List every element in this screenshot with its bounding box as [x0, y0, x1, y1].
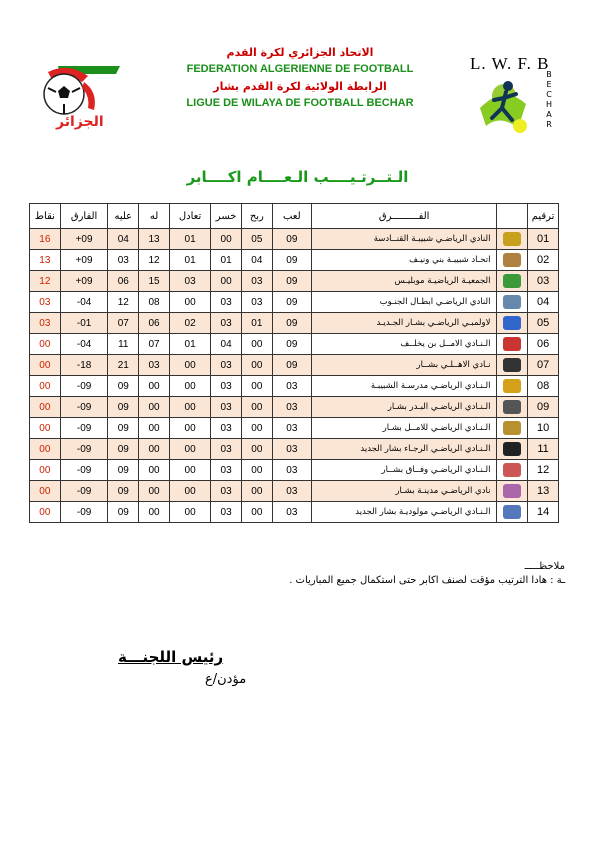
- team-crest-cell: [497, 334, 528, 355]
- team-crest-icon: [503, 442, 521, 456]
- table-row: [30, 271, 559, 292]
- drawn-cell: 00: [169, 376, 210, 397]
- rank-cell: 12: [528, 460, 559, 481]
- col-goals-against: عليه: [108, 204, 139, 229]
- diff-cell: +09: [60, 271, 108, 292]
- table-row: [30, 481, 559, 502]
- logo-right-side: BECHAR: [545, 70, 552, 129]
- team-crest-icon: [503, 274, 521, 288]
- points-cell: 00: [30, 460, 61, 481]
- lost-cell: 01: [211, 250, 242, 271]
- points-cell: 03: [30, 313, 61, 334]
- col-played: لعب: [272, 204, 311, 229]
- diff-cell: -18: [60, 355, 108, 376]
- lost-cell: 03: [211, 292, 242, 313]
- goals-for-cell: 00: [139, 439, 170, 460]
- rank-cell: 05: [528, 313, 559, 334]
- drawn-cell: 00: [169, 502, 210, 523]
- lost-cell: 03: [211, 355, 242, 376]
- arabic-federation: الاتحاد الجزائري لكرة القدم: [226, 46, 374, 59]
- drawn-cell: 01: [169, 229, 210, 250]
- team-name-cell: النادي الرياضـي ابطـال الجنـوب: [311, 292, 497, 313]
- played-cell: 03: [272, 502, 311, 523]
- played-cell: 03: [272, 439, 311, 460]
- rank-cell: 10: [528, 418, 559, 439]
- rank-cell: 02: [528, 250, 559, 271]
- lost-cell: 03: [211, 376, 242, 397]
- drawn-cell: 01: [169, 334, 210, 355]
- team-crest-icon: [503, 232, 521, 246]
- rank-cell: 03: [528, 271, 559, 292]
- lost-cell: 04: [211, 334, 242, 355]
- lost-cell: 03: [211, 439, 242, 460]
- played-cell: 09: [272, 313, 311, 334]
- won-cell: 00: [241, 418, 272, 439]
- col-lost: خسر: [211, 204, 242, 229]
- team-crest-cell: [497, 397, 528, 418]
- diff-cell: -04: [60, 292, 108, 313]
- col-points: نقاط: [30, 204, 61, 229]
- diff-cell: -09: [60, 418, 108, 439]
- won-cell: 00: [241, 502, 272, 523]
- points-cell: 03: [30, 292, 61, 313]
- table-row: [30, 418, 559, 439]
- french-federation: FEDERATION ALGERIENNE DE FOOTBALL: [186, 63, 414, 75]
- won-cell: 04: [241, 250, 272, 271]
- goals-against-cell: 07: [108, 313, 139, 334]
- goals-against-cell: 04: [108, 229, 139, 250]
- lost-cell: 03: [211, 481, 242, 502]
- lost-cell: 00: [211, 271, 242, 292]
- played-cell: 09: [272, 334, 311, 355]
- lost-cell: 03: [211, 313, 242, 334]
- played-cell: 09: [272, 292, 311, 313]
- algeria-federation-logo: [38, 52, 130, 136]
- played-cell: 03: [272, 418, 311, 439]
- goals-against-cell: 09: [108, 481, 139, 502]
- drawn-cell: 00: [169, 460, 210, 481]
- goals-against-cell: 09: [108, 397, 139, 418]
- team-name-cell: الـنـادي الرياضـي مولوديـة بشار الجديد: [311, 502, 497, 523]
- points-cell: 00: [30, 502, 61, 523]
- team-name-cell: نـادي الاهــلـي بشــار: [311, 355, 497, 376]
- goals-for-cell: 00: [139, 460, 170, 481]
- rank-cell: 06: [528, 334, 559, 355]
- rank-cell: 13: [528, 481, 559, 502]
- goals-for-cell: 00: [139, 502, 170, 523]
- table-header-row: [30, 204, 559, 229]
- diff-cell: +09: [60, 250, 108, 271]
- goals-against-cell: 12: [108, 292, 139, 313]
- team-crest-cell: [497, 502, 528, 523]
- team-crest-icon: [503, 337, 521, 351]
- team-name-cell: الـنـادي الامــل بن يخلــف: [311, 334, 497, 355]
- points-cell: 00: [30, 355, 61, 376]
- lwfb-logo: [460, 52, 570, 136]
- played-cell: 09: [272, 271, 311, 292]
- points-cell: 00: [30, 439, 61, 460]
- won-cell: 00: [241, 460, 272, 481]
- won-cell: 00: [241, 376, 272, 397]
- team-crest-cell: [497, 292, 528, 313]
- team-crest-icon: [503, 253, 521, 267]
- team-name-cell: الـنـادي الرياضـي للامــل بشـار: [311, 418, 497, 439]
- goals-against-cell: 11: [108, 334, 139, 355]
- notes-line: ـة : هادا الترتيب مؤقت لصنف اكابر حتى استكمال جميع المباريات .: [289, 575, 565, 586]
- page-header: [150, 44, 450, 112]
- won-cell: 00: [241, 481, 272, 502]
- won-cell: 00: [241, 355, 272, 376]
- drawn-cell: 01: [169, 250, 210, 271]
- drawn-cell: 00: [169, 439, 210, 460]
- diff-cell: +09: [60, 229, 108, 250]
- team-crest-icon: [503, 505, 521, 519]
- team-name-cell: الجمعيـة الرياضيـة موبليـس: [311, 271, 497, 292]
- rank-cell: 08: [528, 376, 559, 397]
- goals-for-cell: 00: [139, 418, 170, 439]
- goals-for-cell: 08: [139, 292, 170, 313]
- goals-against-cell: 03: [108, 250, 139, 271]
- team-crest-cell: [497, 313, 528, 334]
- points-cell: 13: [30, 250, 61, 271]
- committee-president-label: رئيس اللجنـــة: [118, 648, 224, 666]
- table-row: [30, 292, 559, 313]
- table-row: [30, 397, 559, 418]
- lost-cell: 03: [211, 460, 242, 481]
- team-name-cell: الـنـادي الرياضـي الرجـاء بشار الجديد: [311, 439, 497, 460]
- team-crest-icon: [503, 295, 521, 309]
- rank-cell: 09: [528, 397, 559, 418]
- team-crest-icon: [503, 358, 521, 372]
- lost-cell: 03: [211, 502, 242, 523]
- goals-for-cell: 03: [139, 355, 170, 376]
- team-crest-cell: [497, 376, 528, 397]
- drawn-cell: 00: [169, 355, 210, 376]
- notes-heading: ملاحظـــــ: [524, 561, 565, 572]
- diff-cell: -09: [60, 481, 108, 502]
- signature-label: مؤدن/ع: [205, 672, 247, 687]
- goals-against-cell: 21: [108, 355, 139, 376]
- table-row: [30, 460, 559, 481]
- diff-cell: -09: [60, 460, 108, 481]
- rank-cell: 14: [528, 502, 559, 523]
- points-cell: 00: [30, 376, 61, 397]
- lost-cell: 03: [211, 397, 242, 418]
- rank-cell: 04: [528, 292, 559, 313]
- played-cell: 03: [272, 376, 311, 397]
- diff-cell: -09: [60, 439, 108, 460]
- table-row: [30, 439, 559, 460]
- rank-cell: 11: [528, 439, 559, 460]
- team-name-cell: الـنـادي الرياضـي مدرسـة الشبيبـة: [311, 376, 497, 397]
- team-crest-icon: [503, 484, 521, 498]
- diff-cell: -01: [60, 313, 108, 334]
- played-cell: 09: [272, 355, 311, 376]
- team-crest-cell: [497, 418, 528, 439]
- table-row: [30, 355, 559, 376]
- col-crest: [497, 204, 528, 229]
- diff-cell: -04: [60, 334, 108, 355]
- won-cell: 05: [241, 229, 272, 250]
- team-name-cell: النادي الرياضـي شبيبـة القنــادسة: [311, 229, 497, 250]
- won-cell: 03: [241, 292, 272, 313]
- drawn-cell: 00: [169, 292, 210, 313]
- won-cell: 00: [241, 397, 272, 418]
- col-team: الفـــــــــرق: [311, 204, 497, 229]
- team-crest-cell: [497, 229, 528, 250]
- goals-for-cell: 07: [139, 334, 170, 355]
- col-won: ربح: [241, 204, 272, 229]
- team-crest-cell: [497, 481, 528, 502]
- table-row: [30, 376, 559, 397]
- page-title: الـتــرتـيــــب الـعــــام اكــــابر: [186, 168, 409, 186]
- lost-cell: 03: [211, 418, 242, 439]
- team-name-cell: الـنـادي الرياضـي وفــاق بشــار: [311, 460, 497, 481]
- col-rank: ترقيم: [528, 204, 559, 229]
- drawn-cell: 00: [169, 418, 210, 439]
- col-diff: الفارق: [60, 204, 108, 229]
- goals-for-cell: 06: [139, 313, 170, 334]
- goals-against-cell: 09: [108, 460, 139, 481]
- lwfb-logo-text: L. W. F. B: [470, 54, 550, 73]
- logo-left-text: الجزائر: [56, 114, 104, 130]
- team-name-cell: نادي الرياضـي مدينـة بشـار: [311, 481, 497, 502]
- won-cell: 00: [241, 439, 272, 460]
- team-crest-icon: [503, 400, 521, 414]
- drawn-cell: 03: [169, 271, 210, 292]
- team-crest-cell: [497, 460, 528, 481]
- won-cell: 03: [241, 271, 272, 292]
- drawn-cell: 00: [169, 397, 210, 418]
- team-crest-cell: [497, 439, 528, 460]
- points-cell: 00: [30, 334, 61, 355]
- lost-cell: 00: [211, 229, 242, 250]
- won-cell: 00: [241, 334, 272, 355]
- table-row: [30, 502, 559, 523]
- team-name-cell: اتحـاد شبيبـة بني ونيـف: [311, 250, 497, 271]
- col-drawn: تعادل: [169, 204, 210, 229]
- table-row: [30, 313, 559, 334]
- team-crest-cell: [497, 271, 528, 292]
- team-crest-icon: [503, 463, 521, 477]
- points-cell: 16: [30, 229, 61, 250]
- drawn-cell: 02: [169, 313, 210, 334]
- goals-for-cell: 15: [139, 271, 170, 292]
- team-crest-cell: [497, 250, 528, 271]
- table-row: [30, 250, 559, 271]
- notes: [45, 560, 565, 588]
- diff-cell: -09: [60, 376, 108, 397]
- rank-cell: 07: [528, 355, 559, 376]
- standings-table: [29, 203, 559, 523]
- played-cell: 03: [272, 481, 311, 502]
- table-row: [30, 334, 559, 355]
- team-name-cell: الـنـادي الرياضـي البـدر بشـار: [311, 397, 497, 418]
- rank-cell: 01: [528, 229, 559, 250]
- goals-for-cell: 00: [139, 376, 170, 397]
- team-crest-cell: [497, 355, 528, 376]
- played-cell: 09: [272, 250, 311, 271]
- arabic-league: الرابطة الولائية لكرة القدم بشار: [213, 80, 387, 93]
- goals-for-cell: 12: [139, 250, 170, 271]
- goals-for-cell: 00: [139, 481, 170, 502]
- team-crest-icon: [503, 421, 521, 435]
- french-league: LIGUE DE WILAYA DE FOOTBALL BECHAR: [186, 97, 414, 109]
- goals-against-cell: 09: [108, 418, 139, 439]
- diff-cell: -09: [60, 397, 108, 418]
- col-goals-for: له: [139, 204, 170, 229]
- won-cell: 01: [241, 313, 272, 334]
- team-crest-icon: [503, 379, 521, 393]
- goals-against-cell: 09: [108, 376, 139, 397]
- goals-against-cell: 09: [108, 502, 139, 523]
- team-crest-icon: [503, 316, 521, 330]
- points-cell: 12: [30, 271, 61, 292]
- played-cell: 09: [272, 229, 311, 250]
- goals-against-cell: 06: [108, 271, 139, 292]
- goals-for-cell: 13: [139, 229, 170, 250]
- played-cell: 03: [272, 397, 311, 418]
- diff-cell: -09: [60, 502, 108, 523]
- team-name-cell: لاولمبـي الرياضـي بشـار الجـديـد: [311, 313, 497, 334]
- points-cell: 00: [30, 418, 61, 439]
- goals-against-cell: 09: [108, 439, 139, 460]
- table-row: [30, 229, 559, 250]
- goals-for-cell: 00: [139, 397, 170, 418]
- points-cell: 00: [30, 397, 61, 418]
- drawn-cell: 00: [169, 481, 210, 502]
- points-cell: 00: [30, 481, 61, 502]
- played-cell: 03: [272, 460, 311, 481]
